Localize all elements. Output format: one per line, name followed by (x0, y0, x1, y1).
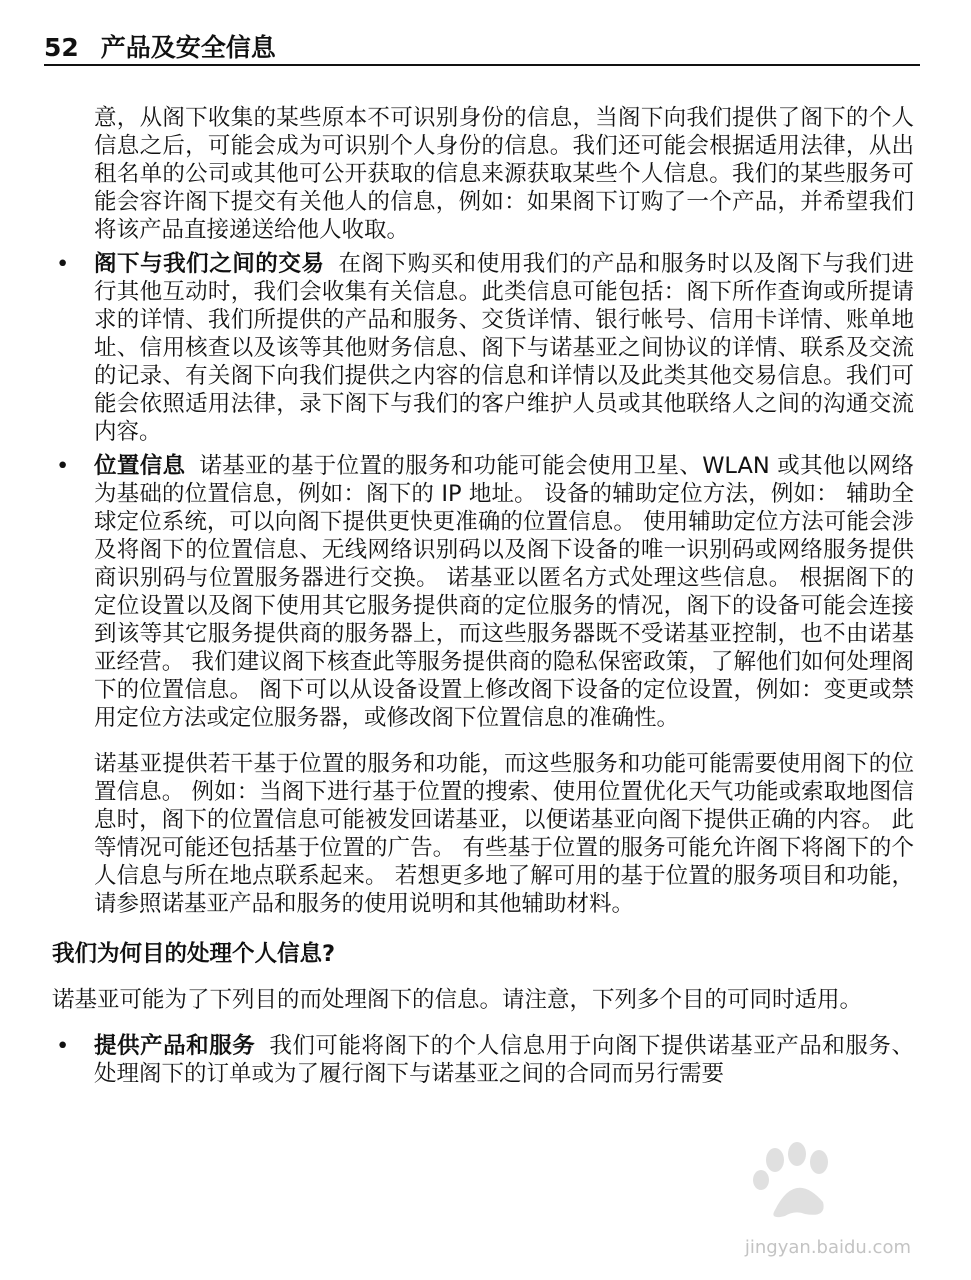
intro-continuation-block (52, 104, 914, 244)
bullet-paragraph (94, 250, 914, 446)
bullet-text: 诺基亚的基于位置的服务和功能可能会使用卫星、WLAN 或其他以网络为基础的位置信息，例如：阁下的 IP 地址。 设备的辅助定位方法，例如： 辅助全球定位系统，可以向阁下提供更快更准确的位置信息。 使用辅助定位方法可能会涉及将阁下的位置信息、无线网络识别码以及阁下设备的唯一识别码或网络服务提供商识别码与位置服务器进行交换。 诺基亚以匿名方式处理这些信息。 根据阁下的定位设置以及阁下使用其它服务提供商的定位服务的情况，阁下的设备可能会连接到该等其它服务提供商的服务器上，而这些服务器既不受诺基亚控制，也不由诺基亚经营。 我们建议阁下核查此等服务提供商的隐私保密政策，了解他们如何处理阁下的位置信息。 阁下可以从设备设置上修改阁下设备的定位设置，例如：变更或禁用定位方法或定位服务器，或修改阁下位置信息的准确性。 (94, 453, 914, 731)
header-title: 产品及安全信息 (100, 33, 276, 62)
page-number: 52 (44, 33, 79, 62)
section-heading: 我们为何目的处理个人信息? (52, 941, 336, 967)
bullet-text: 我们可能将阁下的个人信息用于向阁下提供诺基亚产品和服务、处理阁下的订单或为了履行阁下与诺基亚之间的合同而另行需要 (94, 1033, 914, 1087)
page-header (44, 30, 920, 66)
bullet-item-products-services (52, 1032, 914, 1088)
bullet-term: 位置信息 (94, 453, 186, 479)
body-content (52, 104, 914, 1088)
bullet-paragraph (94, 452, 914, 732)
location-followup-block (52, 750, 914, 918)
bullet-marker: • (56, 453, 70, 479)
location-followup-paragraph: 诺基亚提供若干基于位置的服务和功能，而这些服务和功能可能需要使用阁下的位置信息。 例如：当阁下进行基于位置的搜索、使用位置优化天气功能或索取地图信息时，阁下的位置信息可能被发回诺基亚，以便诺基亚向阁下提供正确的内容。 此等情况可能还包括基于位置的广告。 有些基于位置的服务可能允许阁下将阁下的个人信息与所在地点联系起来。 若想更多地了解可用的基于位置的服务项目和功能，请参照诺基亚产品和服务的使用说明和其他辅助材料。 (94, 751, 914, 917)
bullet-item-transactions (52, 250, 914, 446)
watermark-paw-icon (735, 1140, 855, 1220)
bullet-text: 在阁下购买和使用我们的产品和服务时以及阁下与我们进行其他互动时，我们会收集有关信息。此类信息可能包括：阁下所作查询或所提请求的详情、我们所提供的产品和服务、交货详情、银行帐号、信用卡详情、账单地址、信用核查以及该等其他财务信息、阁下与诺基亚之间协议的详情、联系及交流的记录、有关阁下向我们提供之内容的信息和详情以及此类其他交易信息。我们可能会依照适用法律，录下阁下与我们的客户维护人员或其他联络人之间的沟通交流内容。 (94, 251, 914, 445)
bullet-term: 阁下与我们之间的交易 (94, 251, 325, 277)
intro-continuation-paragraph: 意，从阁下收集的某些原本不可识别身份的信息，当阁下向我们提供了阁下的个人信息之后，可能会成为可识别个人身份的信息。我们还可能会根据适用法律，从出租名单的公司或其他可公开获取的信息来源获取某些个人信息。我们的某些服务可能会容许阁下提交有关他人的信息，例如：如果阁下订购了一个产品，并希望我们将该产品直接递送给他人收取。 (94, 105, 914, 243)
bullet-paragraph (94, 1032, 914, 1088)
bullet-term: 提供产品和服务 (94, 1033, 256, 1059)
bullet-item-location (52, 452, 914, 732)
section-intro-paragraph: 诺基亚可能为了下列目的而处理阁下的信息。请注意，下列多个目的可同时适用。 (52, 987, 863, 1013)
bullet-marker: • (56, 1033, 70, 1059)
bullet-marker: • (56, 251, 70, 277)
watermark-text: jingyan.baidu.com (744, 1237, 911, 1258)
